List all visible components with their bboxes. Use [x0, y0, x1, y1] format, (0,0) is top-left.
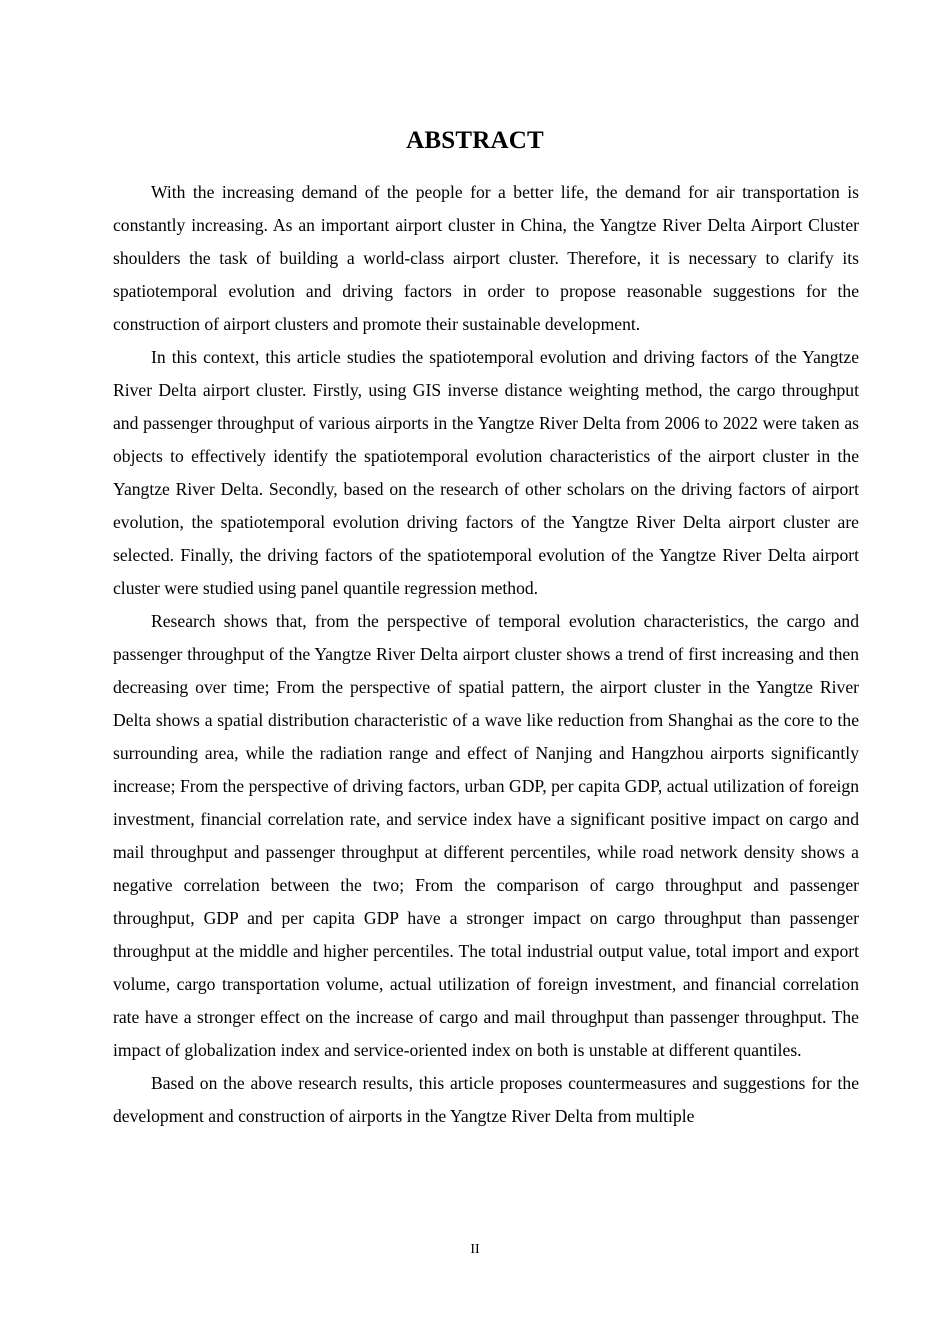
abstract-body [113, 176, 859, 1133]
abstract-paragraph-1: With the increasing demand of the people for a better life, the demand for air transportation is constantly increasing. As an important airport cluster in China, the Yangtze River Delta Airport Cluster shoulders the task of building a world-class airport cluster. Therefore, it is necessary to clarify its spatiotemporal evolution and driving factors in order to propose reasonable suggestions for the construction of airport clusters and promote their sustainable development. [113, 182, 859, 334]
page-number: II [470, 1242, 480, 1257]
abstract-paragraph-4: Based on the above research results, this article proposes countermeasures and suggestions for the development and construction of airports in the Yangtze River Delta from multiple [113, 1073, 859, 1126]
abstract-paragraph-2: In this context, this article studies the spatiotemporal evolution and driving factors of the Yangtze River Delta airport cluster. Firstly, using GIS inverse distance weighting method, the cargo throughput and passenger throughput of various airports in the Yangtze River Delta from 2006 to 2022 were taken as objects to effectively identify the spatiotemporal evolution characteristics of the airport cluster in the Yangtze River Delta. Secondly, based on the research of other scholars on the driving factors of airport evolution, the spatiotemporal evolution driving factors of the Yangtze River Delta airport cluster are selected. Finally, the driving factors of the spatiotemporal evolution of the Yangtze River Delta airport cluster were studied using panel quantile regression method. [113, 347, 859, 598]
abstract-title: ABSTRACT [406, 127, 544, 154]
abstract-paragraph-3: Research shows that, from the perspective of temporal evolution characteristics, the cargo and passenger throughput of the Yangtze River Delta airport cluster shows a trend of first increasing and then decreasing over time; From the perspective of spatial pattern, the airport cluster in the Yangtze River Delta shows a spatial distribution characteristic of a wave like reduction from Shanghai as the core to the surrounding area, while the radiation range and effect of Nanjing and Hangzhou airports significantly increase; From the perspective of driving factors, urban GDP, per capita GDP, actual utilization of foreign investment, financial correlation rate, and service index have a significant positive impact on cargo and mail throughput and passenger throughput at different percentiles, while road network density shows a negative correlation between the two; From the comparison of cargo throughput and passenger throughput, GDP and per capita GDP have a stronger impact on cargo throughput than passenger throughput at the middle and higher percentiles. The total industrial output value, total import and export volume, cargo transportation volume, actual utilization of foreign investment, and financial correlation rate have a stronger effect on the increase of cargo and mail throughput than passenger throughput. The impact of globalization index and service-oriented index on both is unstable at different quantiles. [113, 611, 859, 1060]
